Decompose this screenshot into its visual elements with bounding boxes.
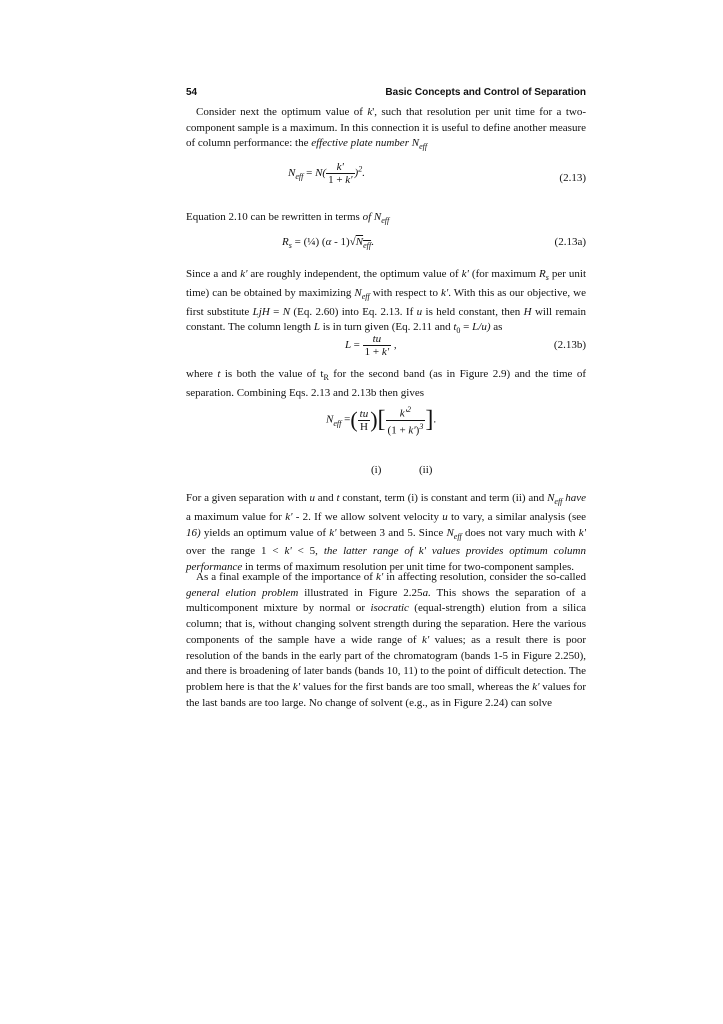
term-i-label: (i) bbox=[371, 464, 382, 476]
term-ii-label: (ii) bbox=[419, 464, 433, 476]
page-header bbox=[186, 87, 586, 101]
equation-2-13b: L = $\frac{tu}{1 + k'}$ , bbox=[345, 333, 397, 358]
paragraph-1: Consider next the optimum value of k', such that resolution per unit time for a two-component sample is a maximum. In this connection it is useful to define another measure of column performance: the effective plate number $N_{eff}$ bbox=[186, 106, 586, 152]
equation-number: (2.13) bbox=[559, 172, 586, 184]
equation-2-13: $N_{eff} = N$( $\frac{k'}{1 + k'}$ )$^2$. bbox=[288, 161, 365, 186]
equation-2-13a: $R_s$ = (¼) $(\alpha - 1)√N_{eff}$. bbox=[282, 236, 374, 251]
equation-number: (2.13a) bbox=[554, 236, 586, 248]
paragraph-4: where t is both the value of $t_R$ for the second band (as in Figure 2.9) and the time of separation. Combining Eqs. 2.13 and 2.13b then gives bbox=[186, 368, 586, 399]
equation-number: (2.13b) bbox=[553, 339, 586, 351]
running-title: Basic Concepts and Control of Separation bbox=[385, 87, 586, 98]
page-number: 54 bbox=[186, 87, 198, 98]
paragraph-3: Since a and k' are roughly independent, the optimum value of k' (for maximum $R_s$ per unit time) can be obtained by maximizing $N_{eff}$ with respect to k'. With this as our objective, we first substitute LjH = N (Eq. 2.60) into Eq. 2.13. If u is held constant, then H will remain constant. The column length L is in turn given (Eq. 2.11 and $t_0 = L/u$) as bbox=[186, 268, 586, 336]
paragraph-6: As a final example of the importance of k' in affecting resolution, consider the so-called general elution problem illustrated in Figure 2.25a. This shows the separation of a multicomponent mixture by normal or isocratic (equal-strength) elution from a silica column; that is, without changing solvent strength during the separation. Here the various components of the sample have a wide range of k' values; as a result there is poor resolution of the bands in the early part of the chromatogram (bands 1-5 in Figure 2.250), and there is broadening of later bands (bands 10, 11) to the point of difficult detection. The problem here is that the k' values for the first bands are too small, whereas the k' values for the last bands are too large. No change of solvent (e.g., as in Figure 2.24) can solve bbox=[186, 571, 587, 709]
paragraph-2: Equation 2.10 can be rewritten in terms of $N_{eff}$ bbox=[186, 211, 390, 226]
paragraph-5: For a given separation with u and t constant, term (i) is constant and term (ii) and $N_{eff}$ have a maximum value for k' - 2. If we allow solvent velocity u to vary, a similar analysis (see 16) yields an optimum value of k' between 3 and 5. Since $N_{eff}$ does not vary much with k' over the range 1 < k' < 5, the latter range of k' values provides optimum column performance in terms of maximum resolution per unit time for two-component samples. bbox=[186, 492, 587, 574]
equation-combined: $N_{eff}$ =( $\frac{tu}{H}$ )[ $\frac{k'^2}{(1 + k')^3}$ ]. bbox=[326, 405, 437, 437]
